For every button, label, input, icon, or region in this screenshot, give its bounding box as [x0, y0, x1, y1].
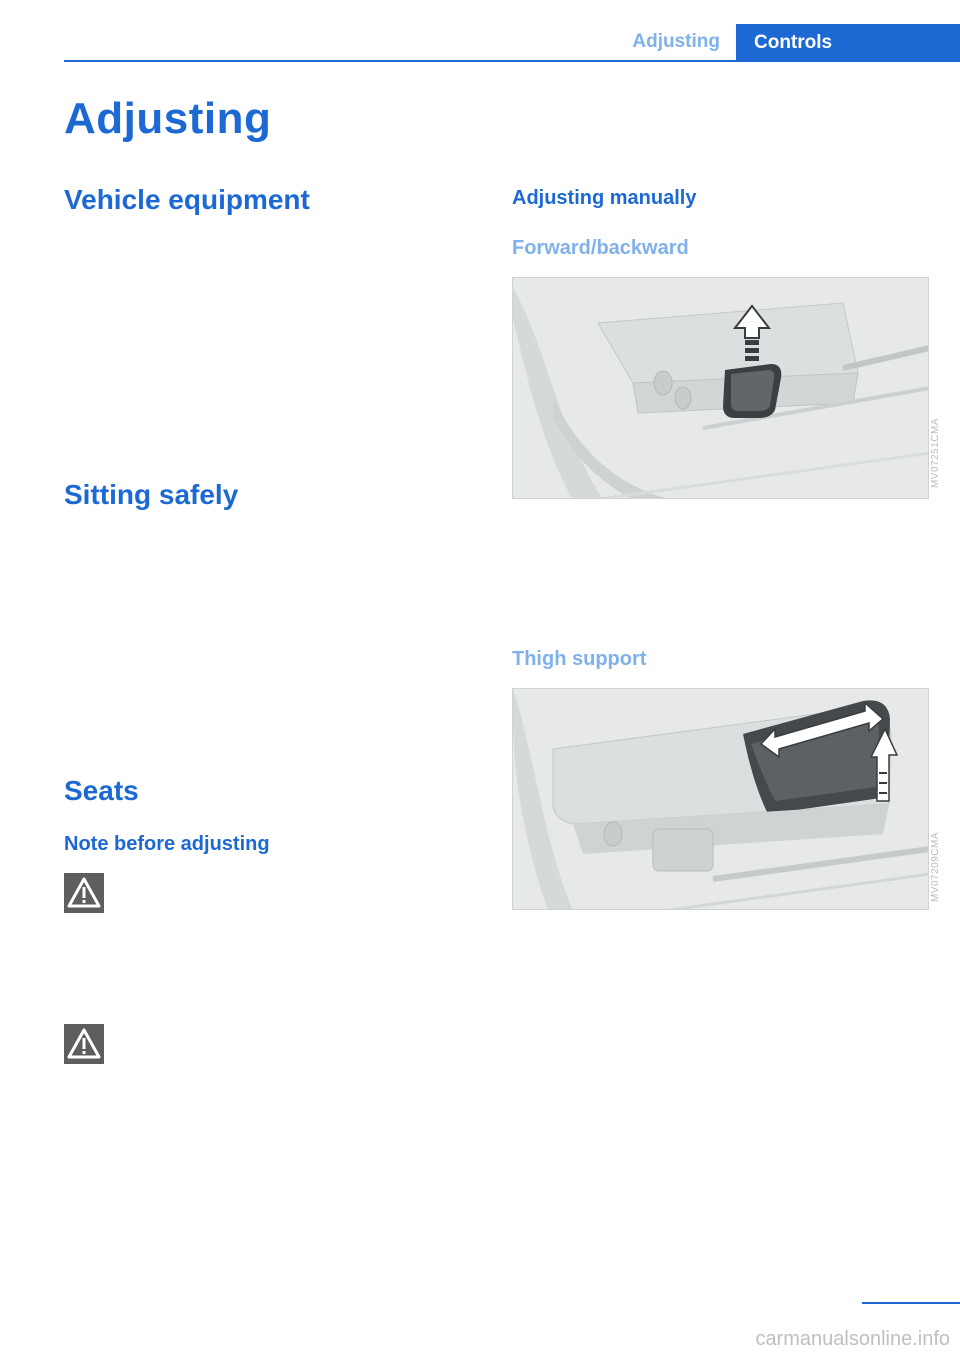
- warning-triangle-icon: [64, 873, 104, 913]
- thigh-support-illustration: [512, 688, 929, 910]
- header-divider: [64, 60, 960, 62]
- figure-code-1: MV07251CMA: [930, 418, 941, 489]
- figure-code-2: MV07209CMA: [930, 832, 941, 903]
- header-chapter-tab: Controls: [736, 24, 960, 62]
- heading-thigh-support: Thigh support: [512, 648, 647, 670]
- header-section-label: Adjusting: [632, 31, 720, 52]
- heading-forward-backward: Forward/backward: [512, 237, 689, 259]
- heading-adjusting-manually: Adjusting manually: [512, 187, 697, 209]
- heading-note-before-adjusting: Note before adjusting: [64, 833, 270, 855]
- site-watermark: carmanualsonline.info: [755, 1328, 950, 1350]
- seat-forward-backward-illustration: [512, 277, 929, 499]
- footer-divider: [862, 1302, 960, 1304]
- heading-seats: Seats: [64, 775, 139, 806]
- warning-triangle-icon: [64, 1024, 104, 1064]
- heading-sitting-safely: Sitting safely: [64, 479, 239, 510]
- page-title: Adjusting: [64, 94, 272, 143]
- heading-vehicle-equipment: Vehicle equipment: [64, 184, 310, 215]
